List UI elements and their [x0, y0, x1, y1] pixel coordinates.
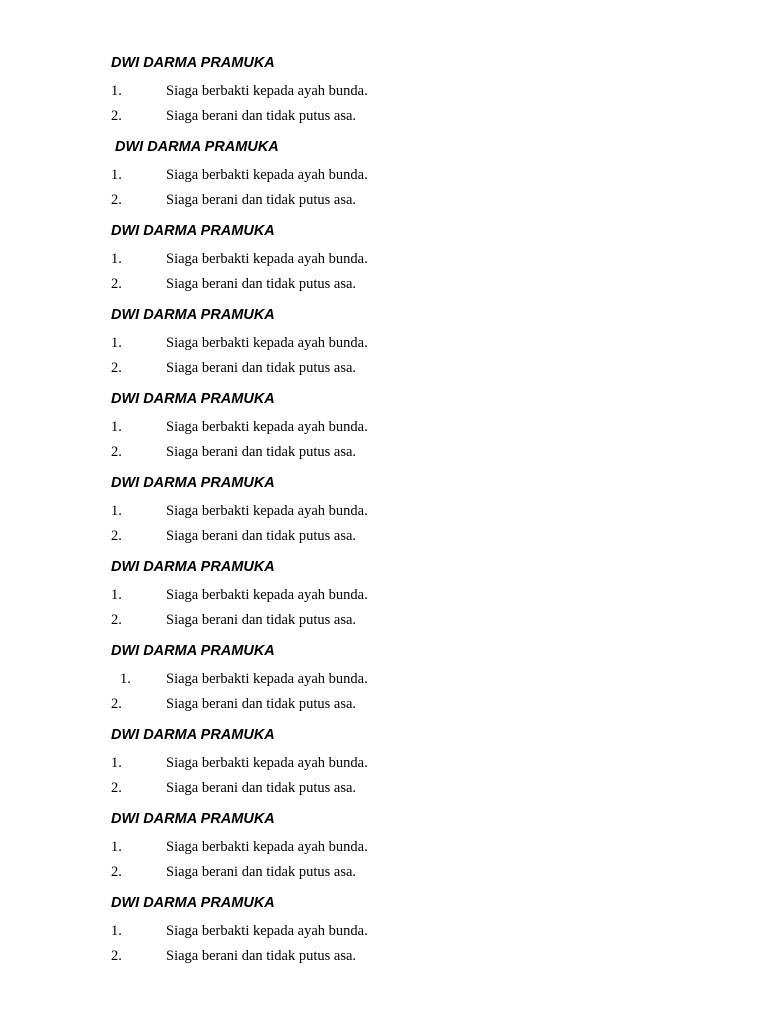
list-item-number: 2.: [111, 696, 122, 712]
section-heading: DWI DARMA PRAMUKA: [115, 139, 279, 155]
section-heading: DWI DARMA PRAMUKA: [111, 895, 275, 911]
section-1: [0, 54, 768, 138]
list-item-number: 1.: [111, 587, 122, 603]
list-item-number: 2.: [111, 528, 122, 544]
list-item-number: 1.: [111, 503, 122, 519]
list-item-number: 2.: [111, 948, 122, 964]
list-item: [0, 862, 768, 882]
list-item-number: 1.: [111, 335, 122, 351]
list-item: [0, 585, 768, 605]
list-item: [0, 921, 768, 941]
list-item: [0, 249, 768, 269]
list-item-text: Siaga berbakti kepada ayah bunda.: [166, 419, 368, 435]
list-item-number: 2.: [111, 276, 122, 292]
list-item-number: 2.: [111, 780, 122, 796]
section-7: [0, 558, 768, 642]
section-heading: DWI DARMA PRAMUKA: [111, 811, 275, 827]
list-item: [0, 165, 768, 185]
list-item-text: Siaga berani dan tidak putus asa.: [166, 864, 357, 880]
list-item-text: Siaga berbakti kepada ayah bunda.: [166, 839, 368, 855]
list-item: [0, 106, 768, 126]
list-item-text: Siaga berani dan tidak putus asa.: [166, 528, 357, 544]
list-item: [0, 837, 768, 857]
list-item: [0, 669, 768, 689]
list-item-number: 1.: [111, 83, 122, 99]
section-8: [0, 642, 768, 726]
section-11: [0, 894, 768, 978]
list-item-number: 1.: [111, 167, 122, 183]
list-item: [0, 81, 768, 101]
list-item-text: Siaga berani dan tidak putus asa.: [166, 276, 357, 292]
section-2: [0, 138, 768, 222]
section-heading: DWI DARMA PRAMUKA: [111, 391, 275, 407]
list-item: [0, 946, 768, 966]
list-item-text: Siaga berbakti kepada ayah bunda.: [166, 671, 368, 687]
list-item-number: 2.: [111, 360, 122, 376]
list-item: [0, 417, 768, 437]
list-item: [0, 501, 768, 521]
section-3: [0, 222, 768, 306]
list-item-text: Siaga berani dan tidak putus asa.: [166, 192, 357, 208]
list-item-text: Siaga berbakti kepada ayah bunda.: [166, 335, 368, 351]
section-5: [0, 390, 768, 474]
list-item: [0, 358, 768, 378]
list-item-number: 1.: [111, 839, 122, 855]
list-item: [0, 526, 768, 546]
list-item-text: Siaga berani dan tidak putus asa.: [166, 696, 357, 712]
list-item-text: Siaga berani dan tidak putus asa.: [166, 612, 357, 628]
list-item: [0, 610, 768, 630]
list-item-number: 2.: [111, 192, 122, 208]
list-item: [0, 190, 768, 210]
list-item-number: 2.: [111, 444, 122, 460]
section-heading: DWI DARMA PRAMUKA: [111, 307, 275, 323]
list-item-text: Siaga berbakti kepada ayah bunda.: [166, 755, 368, 771]
list-item-text: Siaga berbakti kepada ayah bunda.: [166, 503, 368, 519]
list-item-text: Siaga berani dan tidak putus asa.: [166, 444, 357, 460]
list-item: [0, 333, 768, 353]
section-heading: DWI DARMA PRAMUKA: [111, 475, 275, 491]
section-heading: DWI DARMA PRAMUKA: [111, 643, 275, 659]
list-item-text: Siaga berani dan tidak putus asa.: [166, 360, 357, 376]
list-item-number: 1.: [111, 755, 122, 771]
list-item-number: 1.: [111, 923, 122, 939]
section-heading: DWI DARMA PRAMUKA: [111, 55, 275, 71]
list-item: [0, 442, 768, 462]
section-heading: DWI DARMA PRAMUKA: [111, 223, 275, 239]
list-item-text: Siaga berani dan tidak putus asa.: [166, 108, 357, 124]
list-item-text: Siaga berbakti kepada ayah bunda.: [166, 251, 368, 267]
section-10: [0, 810, 768, 894]
list-item-number: 1.: [120, 671, 131, 687]
list-item: [0, 753, 768, 773]
list-item-number: 2.: [111, 612, 122, 628]
list-item-text: Siaga berbakti kepada ayah bunda.: [166, 923, 368, 939]
list-item-number: 2.: [111, 108, 122, 124]
section-9: [0, 726, 768, 810]
list-item-text: Siaga berani dan tidak putus asa.: [166, 948, 357, 964]
list-item-text: Siaga berani dan tidak putus asa.: [166, 780, 357, 796]
list-item: [0, 694, 768, 714]
section-4: [0, 306, 768, 390]
list-item-text: Siaga berbakti kepada ayah bunda.: [166, 167, 368, 183]
section-6: [0, 474, 768, 558]
list-item: [0, 274, 768, 294]
section-heading: DWI DARMA PRAMUKA: [111, 727, 275, 743]
list-item-text: Siaga berbakti kepada ayah bunda.: [166, 587, 368, 603]
list-item-text: Siaga berbakti kepada ayah bunda.: [166, 83, 368, 99]
list-item-number: 2.: [111, 864, 122, 880]
section-heading: DWI DARMA PRAMUKA: [111, 559, 275, 575]
list-item: [0, 778, 768, 798]
list-item-number: 1.: [111, 419, 122, 435]
list-item-number: 1.: [111, 251, 122, 267]
